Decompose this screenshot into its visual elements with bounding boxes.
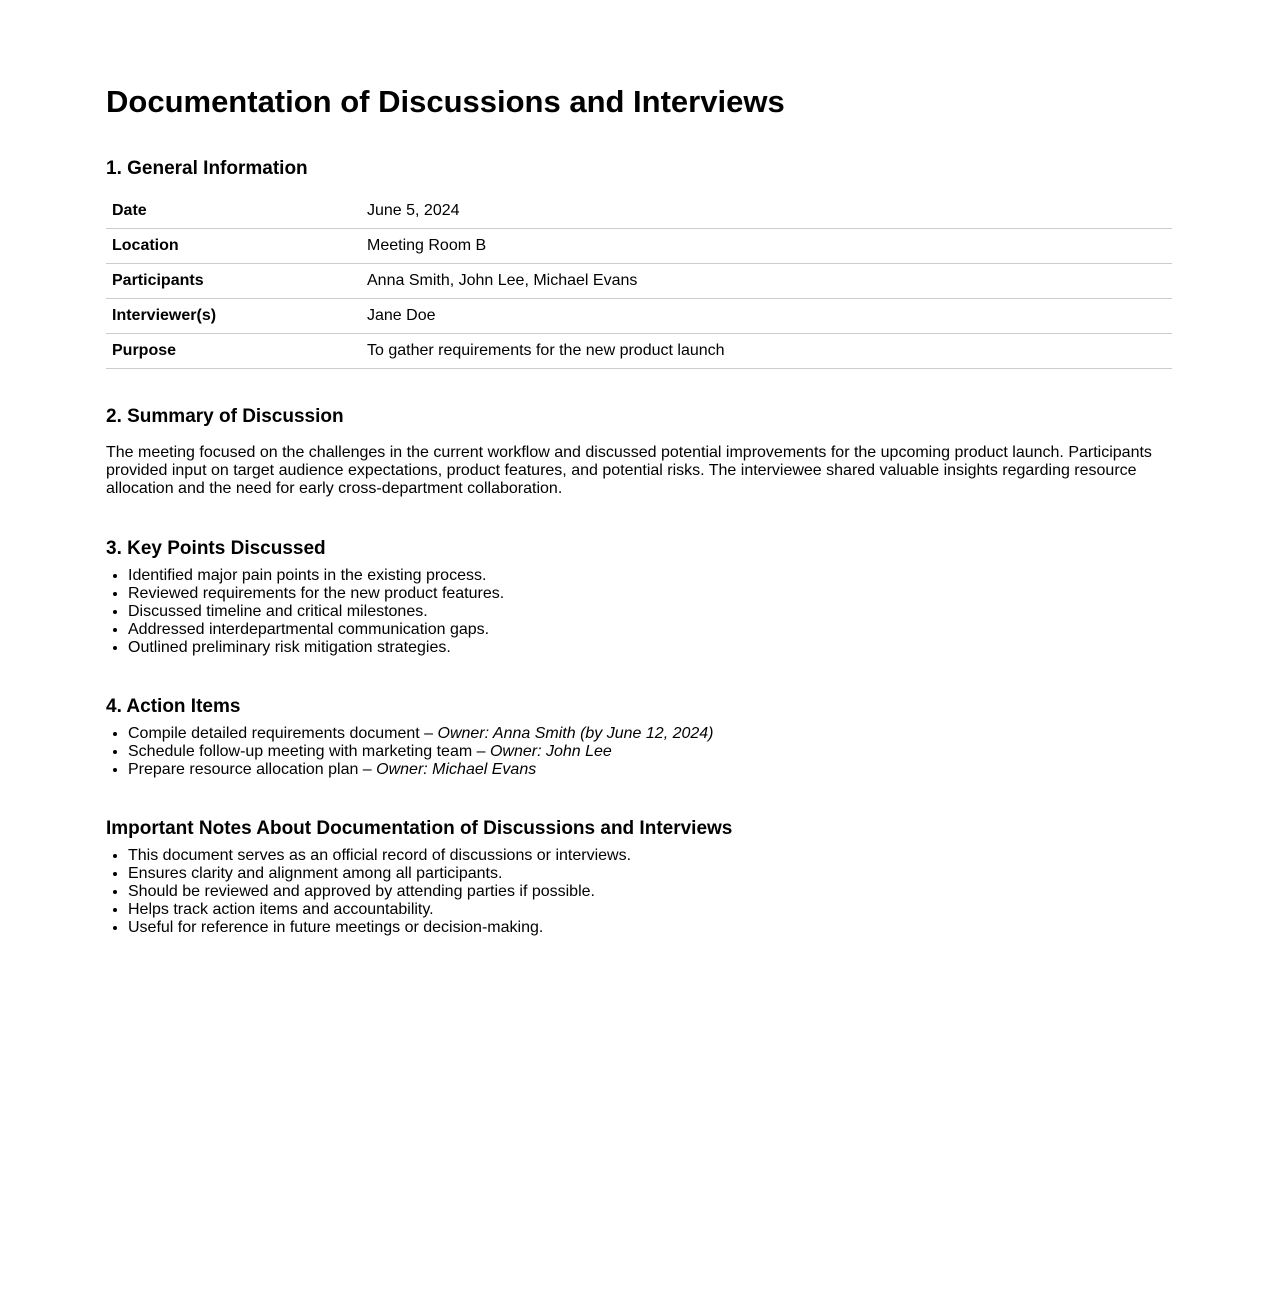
- action-item: [128, 761, 1172, 779]
- notes-list: [106, 847, 1172, 937]
- action-owner: Owner: John Lee: [489, 743, 612, 760]
- list-item: • Useful for reference in future meetings or decision-making.: [128, 919, 1172, 937]
- table-row: [106, 229, 1172, 264]
- action-item: [128, 743, 1172, 761]
- general-info-heading: 1. General Information: [106, 158, 308, 179]
- table-row: [106, 194, 1172, 229]
- list-item: • Addressed interdepartmental communication gaps.: [128, 621, 1172, 639]
- table-row: [106, 299, 1172, 334]
- action-items-heading: 4. Action Items: [106, 696, 241, 717]
- notes-heading: Important Notes About Documentation of Discussions and Interviews: [106, 818, 733, 839]
- summary-paragraph: The meeting focused on the challenges in the current workflow and discussed potential improvements for the upcoming product launch. Participants provided input on target audience expectations, product features, and potential risks. The interviewee shared valuable insights regarding resource allocation and the need for early cross-department collaboration.: [106, 444, 1152, 497]
- row-value: Anna Smith, John Lee, Michael Evans: [361, 264, 1172, 299]
- action-task: Schedule follow-up meeting with marketing team –: [128, 743, 490, 760]
- row-label: Purpose: [106, 334, 361, 369]
- list-item: • Identified major pain points in the existing process.: [128, 567, 1172, 585]
- table-row: [106, 264, 1172, 299]
- action-task: Prepare resource allocation plan –: [128, 761, 377, 778]
- list-item: • Reviewed requirements for the new product features.: [128, 585, 1172, 603]
- action-owner: Owner: Michael Evans: [376, 761, 537, 778]
- row-value: Jane Doe: [361, 299, 1172, 334]
- key-points-heading: 3. Key Points Discussed: [106, 538, 326, 559]
- table-row: [106, 334, 1172, 369]
- list-item: • Discussed timeline and critical milestones.: [128, 603, 1172, 621]
- list-item: • Outlined preliminary risk mitigation strategies.: [128, 639, 1172, 657]
- row-label: Location: [106, 229, 361, 264]
- list-item: • Helps track action items and accountability.: [128, 901, 1172, 919]
- row-label: Participants: [106, 264, 361, 299]
- row-value: To gather requirements for the new product launch: [361, 334, 1172, 369]
- action-items-list: [106, 725, 1172, 779]
- general-info-table: [106, 194, 1172, 369]
- action-item: [128, 725, 1172, 743]
- row-value: Meeting Room B: [361, 229, 1172, 264]
- list-item: • This document serves as an official record of discussions or interviews.: [128, 847, 1172, 865]
- list-item: • Should be reviewed and approved by attending parties if possible.: [128, 883, 1172, 901]
- key-points-list: [106, 567, 1172, 657]
- page-title: Documentation of Discussions and Interviews: [106, 84, 785, 119]
- action-task: Compile detailed requirements document –: [128, 725, 438, 742]
- row-value: June 5, 2024: [361, 194, 1172, 229]
- row-label: Date: [106, 194, 361, 229]
- summary-heading: 2. Summary of Discussion: [106, 406, 344, 427]
- list-item: • Ensures clarity and alignment among all participants.: [128, 865, 1172, 883]
- action-owner: Owner: Anna Smith (by June 12, 2024): [437, 725, 714, 742]
- row-label: Interviewer(s): [106, 299, 361, 334]
